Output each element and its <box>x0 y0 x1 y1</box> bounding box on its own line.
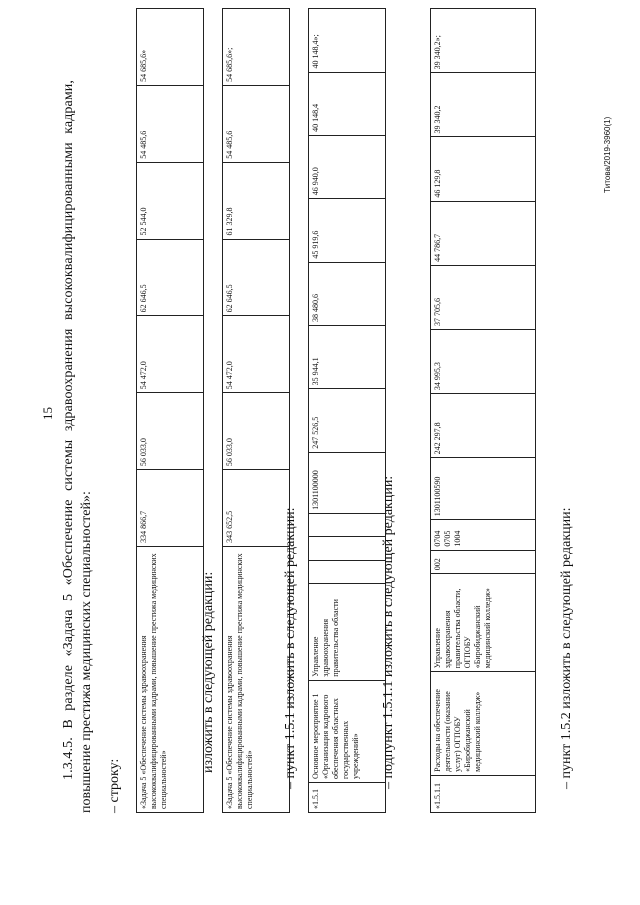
value-cell: 40 148,4»; <box>309 9 386 73</box>
value-cell: 56 033,0 <box>223 393 290 470</box>
value-cell: 46 940,0 <box>309 135 386 198</box>
value-cell: 39 340,2 <box>431 73 536 137</box>
value-cell: 52 544,0 <box>137 162 204 239</box>
value-cell: 242 297,8 <box>431 394 536 458</box>
value-cell: 54 685,6» <box>137 9 204 86</box>
code-cell: 002 <box>431 550 536 574</box>
intro-line-2: повышение престижа медицинских специальностей»: <box>79 491 94 813</box>
value-cell: 343 652,5 <box>223 470 290 547</box>
value-cell: 40 148,4 <box>309 72 386 135</box>
intro-line-1: 1.3.4.5. В разделе «Задача 5 «Обеспечение системы здравоохранения высококвалифицированными кадрами, <box>61 80 76 780</box>
target-code-cell: 1301100000 <box>309 452 386 513</box>
code-cell: 0704 0705 1004 <box>431 520 536 550</box>
document-code: Tитова/2019-3960(1) <box>603 116 612 193</box>
table-row <box>431 9 536 813</box>
table-row <box>137 9 204 813</box>
value-cell: 45 919,6 <box>309 199 386 262</box>
activity-name-cell: Основное мероприятие 1 «Организация кадрового обеспечения областных государственных учреждений» <box>309 680 386 782</box>
task-name-cell: «Задача 5 «Обеспечение системы здравоохранения высококвалифицированными кадрами, повышение престижа медицинских специальностей» <box>223 546 290 812</box>
number-cell: «1.5.1 <box>309 782 386 812</box>
table-row <box>223 9 290 813</box>
value-cell: 54 685,6»; <box>223 9 290 86</box>
item-1-5-1-1-heading: – подпункт 1.5.1.1 изложить в следующей редакции: <box>381 475 396 789</box>
table-item-1-5-1-1 <box>430 8 536 813</box>
value-cell: 247 526,5 <box>309 389 386 452</box>
value-cell: 61 329,8 <box>223 162 290 239</box>
value-cell: 44 786,7 <box>431 201 536 265</box>
edit-label: изложить в следующей редакции: <box>201 571 216 773</box>
value-cell: 35 944,1 <box>309 326 386 389</box>
value-cell: 62 646,5 <box>223 239 290 316</box>
value-cell: 54 472,0 <box>137 316 204 393</box>
value-cell: 54 485,6 <box>137 85 204 162</box>
value-cell: 39 340,2»; <box>431 9 536 73</box>
item-1-5-2-heading: – пункт 1.5.2 изложить в следующей редакции: <box>559 507 574 789</box>
value-cell: 54 472,0 <box>223 316 290 393</box>
value-cell: 37 705,6 <box>431 265 536 329</box>
number-cell: «1.5.1.1 <box>431 775 536 812</box>
code-cell <box>309 560 386 583</box>
page-number: 15 <box>40 407 55 420</box>
code-cell <box>309 537 386 560</box>
row-label: – строку: <box>107 758 122 813</box>
item-1-5-1-heading: – пункт 1.5.1 изложить в следующей редакции: <box>283 507 298 789</box>
value-cell: 38 480,6 <box>309 262 386 325</box>
code-cell <box>309 513 386 536</box>
value-cell: 334 866,7 <box>137 470 204 547</box>
value-cell: 54 485,6 <box>223 85 290 162</box>
executor-cell: Управление здравоохранения правительства области, ОГПОБУ «Биробиджанский медицинский колледж» <box>431 574 536 672</box>
target-code-cell: 1301100590 <box>431 458 536 520</box>
value-cell: 46 129,8 <box>431 137 536 201</box>
value-cell: 56 033,0 <box>137 393 204 470</box>
executor-cell: Управление здравоохранения правительства области <box>309 583 386 680</box>
table-old-task5 <box>136 8 204 813</box>
value-cell: 34 995,3 <box>431 330 536 394</box>
value-cell: 62 646,5 <box>137 239 204 316</box>
activity-name-cell: Расходы на обеспечение деятельности (оказание услуг) ОГПОБУ «Биробиджанский медицинский колледж» <box>431 672 536 776</box>
table-row <box>309 9 386 813</box>
table-item-1-5-1 <box>308 8 386 813</box>
table-new-task5 <box>222 8 290 813</box>
task-name-cell: «Задача 5 «Обеспечение системы здравоохранения высококвалифицированными кадрами, повышение престижа медицинских специальностей» <box>137 546 204 812</box>
